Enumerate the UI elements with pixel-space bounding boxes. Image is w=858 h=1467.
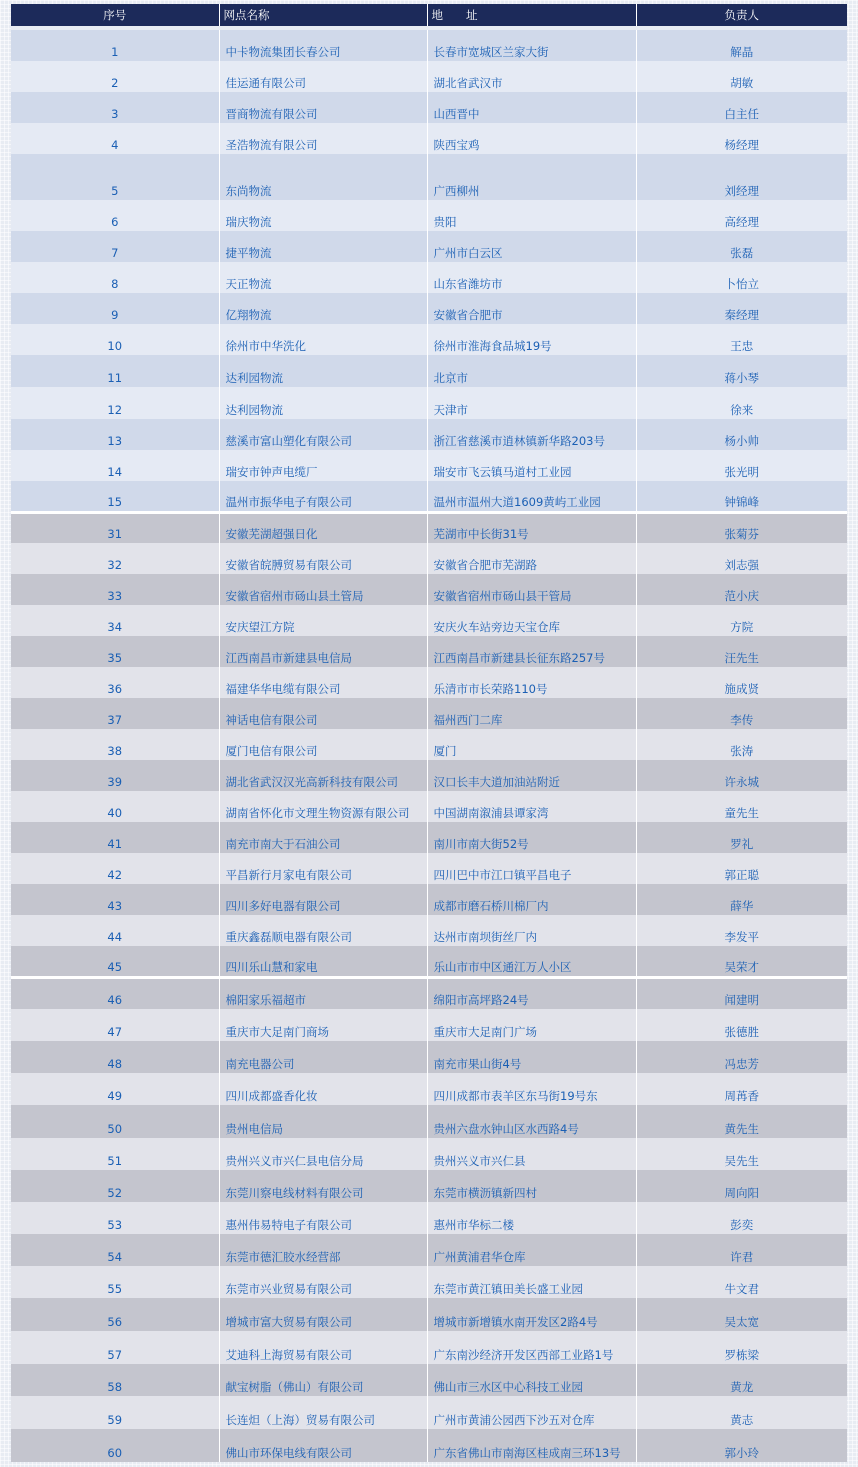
row-person: 薛华	[636, 884, 847, 915]
table-row	[11, 1202, 847, 1234]
table-row	[11, 1298, 847, 1331]
row-person: 郭小玲	[636, 1429, 847, 1462]
row-address: 徐州市淮海食品城19号	[427, 324, 636, 355]
row-person: 周向阳	[636, 1170, 847, 1202]
row-branch-name: 南充市南大于石油公司	[219, 822, 427, 853]
row-address: 南充市果山街4号	[427, 1041, 636, 1073]
row-person: 童先生	[636, 791, 847, 822]
table-row	[11, 1396, 847, 1429]
row-branch-name: 中卡物流集团长春公司	[219, 30, 427, 61]
row-address: 安徽省合肥市	[427, 293, 636, 324]
table-row	[11, 293, 847, 324]
table-row	[11, 154, 847, 200]
table-row	[11, 822, 847, 853]
row-address: 成都市磨石桥川棉厂内	[427, 884, 636, 915]
table-row	[11, 231, 847, 262]
row-address: 广州市白云区	[427, 231, 636, 262]
row-person: 杨小帅	[636, 419, 847, 450]
row-person: 许永城	[636, 760, 847, 791]
row-branch-name: 佛山市环保电线有限公司	[219, 1429, 427, 1462]
row-person: 刘志强	[636, 543, 847, 574]
table-row	[11, 355, 847, 387]
table-row	[11, 61, 847, 92]
table-row	[11, 1009, 847, 1041]
row-branch-name: 达利园物流	[219, 355, 427, 387]
row-address: 安徽省宿州市砀山县干管局	[427, 574, 636, 605]
row-number: 44	[11, 915, 219, 946]
row-address: 广东省佛山市南海区桂成南三环13号	[427, 1429, 636, 1462]
row-number: 53	[11, 1202, 219, 1234]
table-row	[11, 419, 847, 450]
table-row	[11, 977, 847, 1009]
row-branch-name: 长连炟（上海）贸易有限公司	[219, 1396, 427, 1429]
row-person: 吴先生	[636, 1138, 847, 1170]
row-person: 高经理	[636, 200, 847, 231]
row-number: 15	[11, 481, 219, 512]
table-row	[11, 92, 847, 123]
header-name: 网点名称	[219, 4, 427, 26]
table-row	[11, 200, 847, 231]
row-number: 4	[11, 123, 219, 154]
row-number: 51	[11, 1138, 219, 1170]
row-number: 2	[11, 61, 219, 92]
row-person: 蒋小琴	[636, 355, 847, 387]
table-row	[11, 760, 847, 791]
table-row	[11, 450, 847, 481]
row-address: 贵阳	[427, 200, 636, 231]
row-person: 黄龙	[636, 1364, 847, 1396]
row-number: 39	[11, 760, 219, 791]
table-body	[11, 26, 847, 1462]
row-number: 48	[11, 1041, 219, 1073]
table-row	[11, 1170, 847, 1202]
row-branch-name: 献宝树脂（佛山）有限公司	[219, 1364, 427, 1396]
row-branch-name: 瑞庆物流	[219, 200, 427, 231]
row-number: 7	[11, 231, 219, 262]
row-branch-name: 佳运通有限公司	[219, 61, 427, 92]
row-person: 徐来	[636, 387, 847, 419]
row-branch-name: 重庆市大足南门商场	[219, 1009, 427, 1041]
row-address: 东莞市黄江镇田美长盛工业园	[427, 1266, 636, 1298]
row-number: 37	[11, 698, 219, 729]
row-number: 43	[11, 884, 219, 915]
table-row	[11, 1331, 847, 1364]
row-address: 北京市	[427, 355, 636, 387]
row-address: 惠州市华标二楼	[427, 1202, 636, 1234]
row-address: 中国湖南溆浦县谭家湾	[427, 791, 636, 822]
row-number: 58	[11, 1364, 219, 1396]
header-person: 负责人	[636, 4, 847, 26]
table-row	[11, 1041, 847, 1073]
row-branch-name: 徐州市中华洗化	[219, 324, 427, 355]
row-person: 卜怡立	[636, 262, 847, 293]
row-address: 绵阳市高坪路24号	[427, 977, 636, 1009]
row-number: 56	[11, 1298, 219, 1331]
row-person: 汪先生	[636, 636, 847, 667]
row-person: 吴荣才	[636, 946, 847, 977]
row-number: 32	[11, 543, 219, 574]
row-address: 芜湖市中长街31号	[427, 512, 636, 543]
row-person: 周苒香	[636, 1073, 847, 1105]
row-number: 40	[11, 791, 219, 822]
table-row	[11, 574, 847, 605]
row-address: 乐清市市长荣路110号	[427, 667, 636, 698]
row-address: 广州黄浦君华仓库	[427, 1234, 636, 1266]
table-row	[11, 123, 847, 154]
table-row	[11, 791, 847, 822]
row-address: 长春市宽城区兰家大街	[427, 30, 636, 61]
row-address: 广东南沙经济开发区西部工业路1号	[427, 1331, 636, 1364]
row-address: 安徽省合肥市芜湖路	[427, 543, 636, 574]
table-row	[11, 853, 847, 884]
row-number: 54	[11, 1234, 219, 1266]
table-row	[11, 1429, 847, 1462]
row-branch-name: 慈溪市富山塑化有限公司	[219, 419, 427, 450]
row-address: 贵州兴义市兴仁县	[427, 1138, 636, 1170]
row-branch-name: 四川成都盛香化妆	[219, 1073, 427, 1105]
row-person: 张光明	[636, 450, 847, 481]
row-address: 江西南昌市新建县长征东路257号	[427, 636, 636, 667]
row-branch-name: 东莞市兴业贸易有限公司	[219, 1266, 427, 1298]
row-number: 3	[11, 92, 219, 123]
row-person: 解晶	[636, 30, 847, 61]
row-address: 广州市黄浦公园西下沙五对仓库	[427, 1396, 636, 1429]
row-person: 施成贤	[636, 667, 847, 698]
row-number: 45	[11, 946, 219, 977]
row-number: 50	[11, 1105, 219, 1138]
table-row	[11, 262, 847, 293]
table-row	[11, 481, 847, 512]
table-row	[11, 946, 847, 977]
table-row	[11, 884, 847, 915]
row-address: 安庆火车站旁边天宝仓库	[427, 605, 636, 636]
row-address: 福州西门二库	[427, 698, 636, 729]
row-person: 张涛	[636, 729, 847, 760]
row-number: 10	[11, 324, 219, 355]
row-branch-name: 贵州电信局	[219, 1105, 427, 1138]
row-person: 黄志	[636, 1396, 847, 1429]
table-row	[11, 324, 847, 355]
table-row	[11, 512, 847, 543]
row-person: 白主任	[636, 92, 847, 123]
row-address: 陕西宝鸡	[427, 123, 636, 154]
row-number: 59	[11, 1396, 219, 1429]
row-address: 湖北省武汉市	[427, 61, 636, 92]
table-row	[11, 1266, 847, 1298]
row-branch-name: 天正物流	[219, 262, 427, 293]
table-row	[11, 1105, 847, 1138]
row-person: 李发平	[636, 915, 847, 946]
row-number: 13	[11, 419, 219, 450]
row-number: 36	[11, 667, 219, 698]
table-row	[11, 30, 847, 61]
row-person: 张菊芬	[636, 512, 847, 543]
table-row	[11, 1138, 847, 1170]
row-branch-name: 四川乐山慧和家电	[219, 946, 427, 977]
row-number: 55	[11, 1266, 219, 1298]
row-number: 60	[11, 1429, 219, 1462]
table-row	[11, 698, 847, 729]
row-branch-name: 艾迪科上海贸易有限公司	[219, 1331, 427, 1364]
row-number: 41	[11, 822, 219, 853]
row-address: 瑞安市飞云镇马道村工业园	[427, 450, 636, 481]
header-address: 地 址	[427, 4, 636, 26]
row-person: 罗栋梁	[636, 1331, 847, 1364]
row-number: 35	[11, 636, 219, 667]
row-number: 52	[11, 1170, 219, 1202]
header-row	[11, 4, 847, 26]
row-person: 吴太宽	[636, 1298, 847, 1331]
table-row	[11, 387, 847, 419]
row-number: 31	[11, 512, 219, 543]
row-number: 46	[11, 977, 219, 1009]
row-number: 14	[11, 450, 219, 481]
row-address: 佛山市三水区中心科技工业园	[427, 1364, 636, 1396]
row-number: 9	[11, 293, 219, 324]
row-branch-name: 晋商物流有限公司	[219, 92, 427, 123]
row-address: 增城市新增镇水南开发区2路4号	[427, 1298, 636, 1331]
row-address: 四川巴中市江口镇平昌电子	[427, 853, 636, 884]
row-address: 南川市南大街52号	[427, 822, 636, 853]
table-row	[11, 1364, 847, 1396]
row-number: 57	[11, 1331, 219, 1364]
row-address: 重庆市大足南门广场	[427, 1009, 636, 1041]
row-address: 东莞市横沥镇新四村	[427, 1170, 636, 1202]
row-branch-name: 增城市富大贸易有限公司	[219, 1298, 427, 1331]
row-person: 范小庆	[636, 574, 847, 605]
row-person: 方院	[636, 605, 847, 636]
row-branch-name: 瑞安市钟声电缆厂	[219, 450, 427, 481]
row-branch-name: 惠州伟易特电子有限公司	[219, 1202, 427, 1234]
row-address: 天津市	[427, 387, 636, 419]
row-number: 11	[11, 355, 219, 387]
row-branch-name: 湖北省武汉汉光高新科技有限公司	[219, 760, 427, 791]
row-address: 温州市温州大道1609黄屿工业园	[427, 481, 636, 512]
row-person: 许君	[636, 1234, 847, 1266]
row-person: 李传	[636, 698, 847, 729]
row-person: 冯忠芳	[636, 1041, 847, 1073]
row-branch-name: 四川多好电器有限公司	[219, 884, 427, 915]
table-row	[11, 915, 847, 946]
row-branch-name: 安徽芜湖超强日化	[219, 512, 427, 543]
row-person: 杨经理	[636, 123, 847, 154]
row-person: 钟锦峰	[636, 481, 847, 512]
row-branch-name: 捷平物流	[219, 231, 427, 262]
table-row	[11, 729, 847, 760]
row-number: 49	[11, 1073, 219, 1105]
row-branch-name: 亿翔物流	[219, 293, 427, 324]
table-row	[11, 636, 847, 667]
row-branch-name: 棉阳家乐福超市	[219, 977, 427, 1009]
row-address: 浙江省慈溪市逍林镇新华路203号	[427, 419, 636, 450]
table-row	[11, 667, 847, 698]
row-branch-name: 厦门电信有限公司	[219, 729, 427, 760]
row-branch-name: 重庆鑫磊顺电器有限公司	[219, 915, 427, 946]
row-number: 42	[11, 853, 219, 884]
row-person: 刘经理	[636, 154, 847, 200]
row-branch-name: 安徽省皖膊贸易有限公司	[219, 543, 427, 574]
row-address: 广西柳州	[427, 154, 636, 200]
row-address: 山西晋中	[427, 92, 636, 123]
table-row	[11, 1234, 847, 1266]
row-person: 彭奕	[636, 1202, 847, 1234]
table-row	[11, 543, 847, 574]
row-number: 33	[11, 574, 219, 605]
row-number: 12	[11, 387, 219, 419]
table-row	[11, 605, 847, 636]
row-person: 黄先生	[636, 1105, 847, 1138]
row-branch-name: 安徽省宿州市砀山县土管局	[219, 574, 427, 605]
table-container	[11, 4, 847, 1462]
row-number: 5	[11, 154, 219, 200]
row-branch-name: 平昌新行月家电有限公司	[219, 853, 427, 884]
row-address: 厦门	[427, 729, 636, 760]
row-branch-name: 福建华华电缆有限公司	[219, 667, 427, 698]
row-branch-name: 湖南省怀化市文理生物资源有限公司	[219, 791, 427, 822]
row-branch-name: 贵州兴义市兴仁县电信分局	[219, 1138, 427, 1170]
row-branch-name: 东尚物流	[219, 154, 427, 200]
row-address: 汉口长丰大道加油站附近	[427, 760, 636, 791]
row-branch-name: 东莞市德汇胶水经营部	[219, 1234, 427, 1266]
branch-table	[11, 4, 847, 1462]
row-branch-name: 圣浩物流有限公司	[219, 123, 427, 154]
row-branch-name: 达利园物流	[219, 387, 427, 419]
row-address: 四川成都市表羊区东马街19号东	[427, 1073, 636, 1105]
row-person: 郭正聪	[636, 853, 847, 884]
row-branch-name: 温州市振华电子有限公司	[219, 481, 427, 512]
row-address: 达州市南坝街丝厂内	[427, 915, 636, 946]
row-number: 38	[11, 729, 219, 760]
row-address: 贵州六盘水钟山区水西路4号	[427, 1105, 636, 1138]
row-branch-name: 东莞川察电线材料有限公司	[219, 1170, 427, 1202]
row-number: 8	[11, 262, 219, 293]
row-person: 罗礼	[636, 822, 847, 853]
row-person: 张磊	[636, 231, 847, 262]
row-person: 秦经理	[636, 293, 847, 324]
row-number: 34	[11, 605, 219, 636]
row-person: 闻建明	[636, 977, 847, 1009]
row-branch-name: 神话电信有限公司	[219, 698, 427, 729]
header-no: 序号	[11, 4, 219, 26]
row-address: 乐山市市中区通江万人小区	[427, 946, 636, 977]
row-branch-name: 安庆望江方院	[219, 605, 427, 636]
row-person: 牛文君	[636, 1266, 847, 1298]
row-number: 1	[11, 30, 219, 61]
row-number: 6	[11, 200, 219, 231]
row-person: 胡敏	[636, 61, 847, 92]
row-address: 山东省潍坊市	[427, 262, 636, 293]
row-person: 张德胜	[636, 1009, 847, 1041]
row-branch-name: 江西南昌市新建县电信局	[219, 636, 427, 667]
row-number: 47	[11, 1009, 219, 1041]
row-branch-name: 南充电器公司	[219, 1041, 427, 1073]
table-header	[11, 4, 847, 26]
table-row	[11, 1073, 847, 1105]
row-person: 王忠	[636, 324, 847, 355]
